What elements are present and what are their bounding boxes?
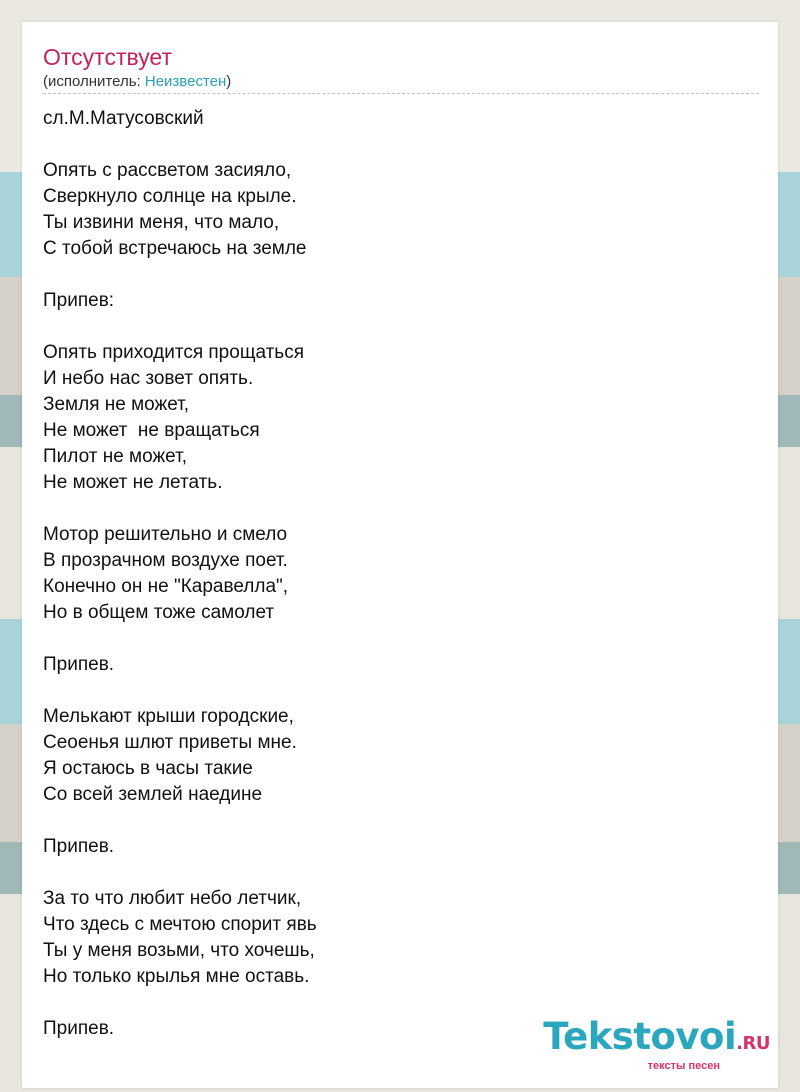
lyrics-line: Ты у меня возьми, что хочешь,: [43, 940, 315, 961]
lyrics-blank-line: [43, 860, 759, 886]
lyrics-line: Я остаюсь в часы такие: [43, 758, 253, 779]
lyrics-blank-line: [43, 990, 759, 1016]
performer-prefix: (исполнитель:: [43, 73, 145, 90]
lyrics-line: Конечно он не "Каравелла",: [43, 576, 289, 597]
lyrics-line: Припев:: [43, 290, 115, 311]
lyrics-line: Земля не может,: [43, 394, 190, 415]
performer-link[interactable]: Неизвестен: [144, 73, 227, 90]
dashed-divider: [43, 93, 759, 94]
lyrics-line: Сеоенья шлют приветы мне.: [43, 732, 297, 753]
tekstovoi-logo[interactable]: [543, 1017, 770, 1072]
lyrics-line: Что здесь с мечтою спорит явь: [43, 914, 317, 935]
lyrics-line: Но в общем тоже самолет: [43, 602, 275, 623]
lyrics-blank-line: [43, 678, 759, 704]
lyrics-line: Не может не летать.: [43, 472, 223, 493]
logo-wordmark: Tekstovoi: [543, 1015, 737, 1058]
lyrics-line: Опять приходится прощаться: [43, 342, 304, 363]
lyrics-line: Со всей землей наедине: [43, 784, 263, 805]
lyrics-line: сл.М.Матусовский: [43, 108, 204, 129]
lyrics-line: За то что любит небо летчик,: [43, 888, 302, 909]
logo-tld: .RU: [736, 1033, 770, 1054]
lyrics-card: [22, 22, 778, 1088]
lyrics-line: Мотор решительно и смело: [43, 524, 288, 545]
lyrics-line: Опять с рассветом засияло,: [43, 160, 292, 181]
lyrics-line: Припев.: [43, 654, 115, 675]
lyrics-blank-line: [43, 132, 759, 158]
song-title: Отсутствует: [43, 44, 172, 70]
logo-tagline: тексты песен: [647, 1060, 720, 1072]
lyrics-blank-line: [43, 496, 759, 522]
lyrics-line: С тобой встречаюсь на земле: [43, 238, 307, 259]
lyrics-line: Припев.: [43, 836, 115, 857]
performer-suffix: ): [226, 73, 232, 90]
lyrics-blank-line: [43, 808, 759, 834]
lyrics-line: И небо нас зовет опять.: [43, 368, 254, 389]
performer-line: [43, 73, 231, 90]
lyrics-blank-line: [43, 626, 759, 652]
lyrics-line: Сверкнуло солнце на крыле.: [43, 186, 297, 207]
lyrics-line: Припев.: [43, 1018, 115, 1039]
lyrics-line: Не может не вращаться: [43, 420, 260, 441]
lyrics-line: В прозрачном воздухе поет.: [43, 550, 288, 571]
lyrics-line: Но только крылья мне оставь.: [43, 966, 310, 987]
lyrics-line: Мелькают крыши городские,: [43, 706, 294, 727]
lyrics-blank-line: [43, 262, 759, 288]
lyrics-blank-line: [43, 314, 759, 340]
lyrics-line: Пилот не может,: [43, 446, 187, 467]
lyrics-text: [43, 106, 759, 1042]
lyrics-line: Ты извини меня, что мало,: [43, 212, 280, 233]
